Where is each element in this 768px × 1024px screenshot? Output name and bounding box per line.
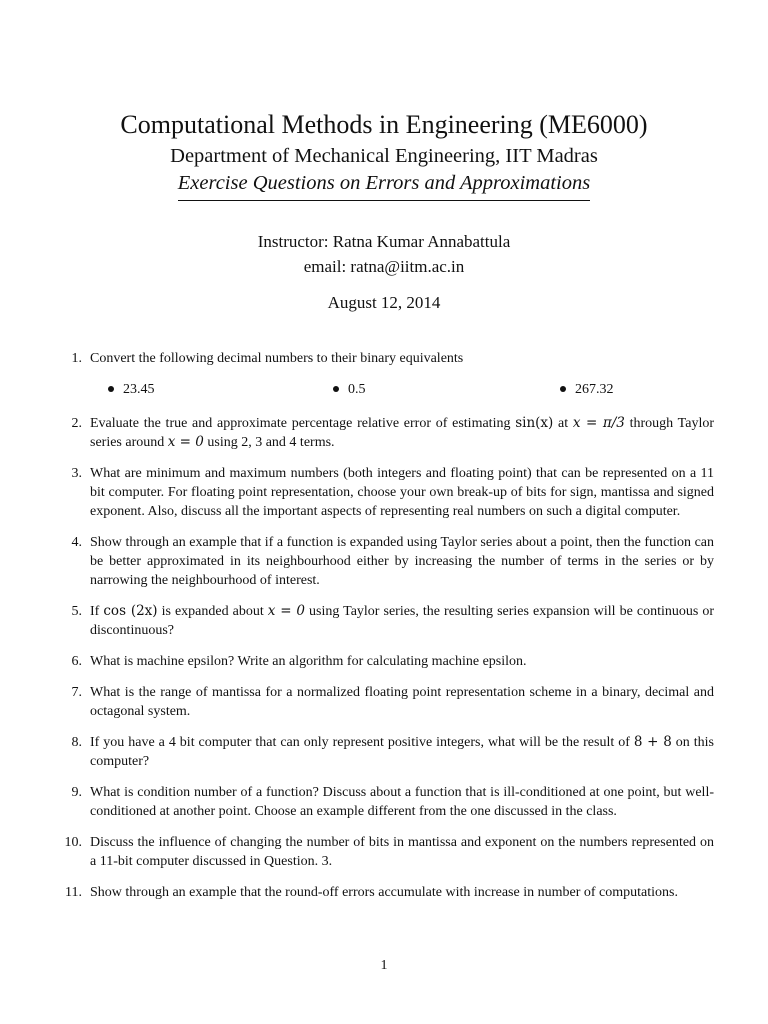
bullet-item [560,380,614,399]
bullet-value: 267.32 [575,382,614,397]
question-number: 5. [71,604,82,619]
question-item [0,652,768,671]
question-number: 7. [71,685,82,700]
bullet-icon [560,386,566,392]
question-text: Show through an example that the round-off errors accumulate with increase in number of computations. [90,885,678,900]
math-expression: x = 0 [267,603,305,619]
math-expression: sin(x) [515,415,554,431]
question-number: 9. [71,785,82,800]
question-item [0,783,768,821]
math-expression: 8 + 8 [633,734,672,750]
question-item [0,414,768,452]
question-text-part: using 2, 3 and 4 terms. [203,435,335,450]
question-text-part: If you have a 4 bit computer that can only represent positive integers, what will be the result of [90,735,634,750]
question-text-part: If [90,604,104,619]
bullet-item [333,380,366,399]
department-line: Department of Mechanical Engineering, IIT Madras [170,145,598,167]
question-text-part: at [553,416,573,431]
question-text: Convert the following decimal numbers to their binary equivalents [90,351,464,366]
instructor-email: email: ratna@iitm.ac.in [303,257,465,276]
question-item [0,833,768,871]
question-text: What is machine epsilon? Write an algorithm for calculating machine epsilon. [90,654,527,669]
author-block [0,229,768,279]
bullet-value: 23.45 [123,382,155,397]
question-text: Discuss the influence of changing the number of bits in mantissa and exponent on the numbers represented on a 11-bit computer discussed in Question. 3. [90,835,714,869]
question-number: 6. [71,654,82,669]
exercise-heading [0,170,768,201]
question-number: 3. [71,466,82,481]
document-date: August 12, 2014 [327,293,441,312]
bullet-row [0,380,768,402]
question-text-part: using Taylor series, the resulting series expansion will be continuous or discontinuous? [90,604,714,638]
math-expression: x = π/3 [572,415,625,431]
bullet-value: 0.5 [348,382,366,397]
question-number: 2. [71,416,82,431]
exercise-topic: Errors and Approximations [365,172,591,194]
question-list [0,349,768,914]
question-number: 10. [64,835,82,850]
question-item [0,464,768,521]
question-text: What are minimum and maximum numbers (both integers and floating point) that can be represented on a 11 bit computer. For floating point representation, choose your own break-up of bits for sign, mantissa and signed exponent. Also, discuss all the important aspects of representing real numbers on such a digital computer. [90,466,714,519]
question-item [0,533,768,590]
question-text: What is condition number of a function? Discuss about a function that is ill-conditioned at one point, but well-conditioned at another point. Choose an example different from the one discussed in the class. [90,785,714,819]
question-text-part: on this computer? [90,735,715,769]
question-text-part: is expanded about [157,604,268,619]
bullet-icon [333,386,339,392]
question-number: 11. [65,885,82,900]
question-number: 8. [71,735,82,750]
question-item [0,602,768,640]
question-text: Show through an example that if a function is expanded using Taylor series about a point, then the function can be better approximated in its neighbourhood either by increasing the number of terms in the series or by narrowing the neighbourhood of interest. [90,535,714,588]
question-text: What is the range of mantissa for a normalized floating point representation scheme in a binary, decimal and octagonal system. [90,685,714,719]
math-expression: x = 0 [167,434,204,450]
math-expression: cos (2x) [103,603,158,619]
page-number: 1 [380,958,388,973]
question-item [0,733,768,771]
exercise-prefix: Exercise Questions on [177,172,366,194]
question-item [0,883,768,902]
question-text-part: through Taylor series around [90,416,715,450]
question-item [0,349,768,368]
question-text-part: Evaluate the true and approximate percentage relative error of estimating [90,416,516,431]
question-number: 4. [71,535,82,550]
question-item [0,683,768,721]
question-number: 1. [71,351,82,366]
course-title: Computational Methods in Engineering (ME6000) [120,110,648,139]
instructor-name: Instructor: Ratna Kumar Annabattula [257,232,511,251]
bullet-item [108,380,155,399]
bullet-icon [108,386,114,392]
document-header [0,108,768,201]
